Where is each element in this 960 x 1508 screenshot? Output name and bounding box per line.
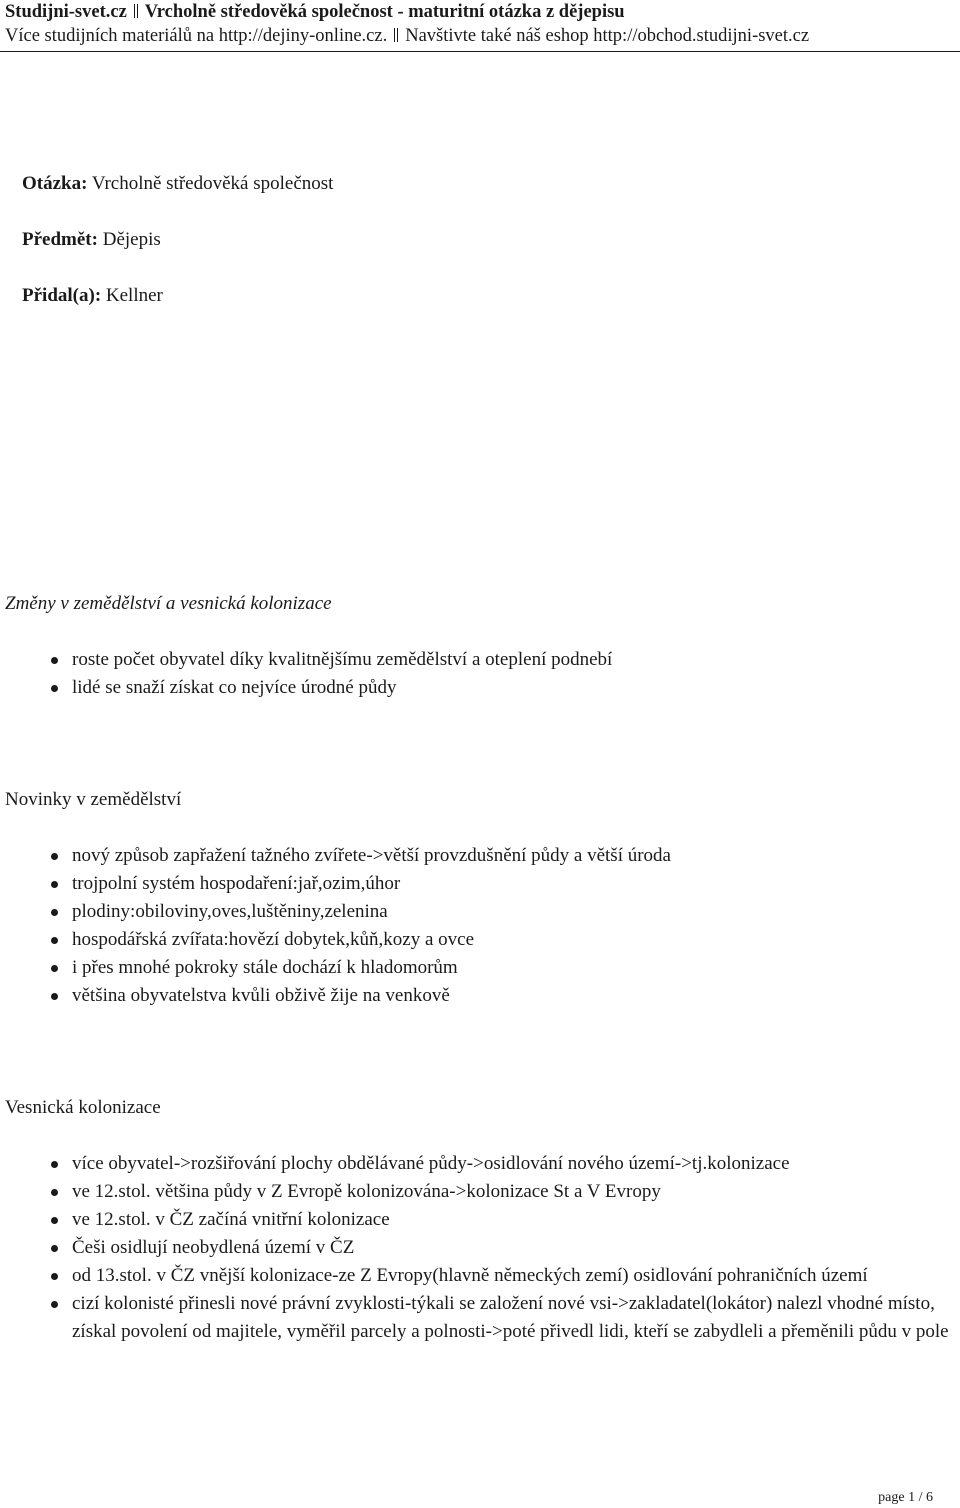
list-item-text: i přes mnohé pokroky stále dochází k hladomorům [72, 957, 458, 978]
subject-label: Předmět: [22, 229, 98, 250]
list-item [0, 982, 960, 1010]
bullet-icon [51, 881, 58, 888]
bullet-list [0, 842, 960, 1010]
bullet-icon [51, 1161, 58, 1168]
bullet-list [0, 1150, 960, 1346]
list-item-text: roste počet obyvatel díky kvalitnějšímu zemědělství a oteplení podnebí [72, 649, 613, 670]
list-item [0, 1290, 960, 1346]
question-label: Otázka: [22, 173, 88, 194]
list-item [0, 898, 960, 926]
bullet-icon [51, 853, 58, 860]
bullet-icon [51, 937, 58, 944]
header-site-name: Studijni-svet.cz [5, 2, 127, 22]
list-item-text: hospodářská zvířata:hovězí dobytek,kůň,kozy a ovce [72, 929, 475, 950]
list-item [0, 870, 960, 898]
bullet-list [0, 646, 960, 702]
author-line [22, 284, 163, 308]
bullet-icon [51, 909, 58, 916]
list-item-text: lidé se snaží získat co nejvíce úrodné půdy [72, 677, 397, 698]
header-links-line [5, 25, 809, 47]
list-item [0, 1206, 960, 1234]
bullet-icon [51, 965, 58, 972]
header-title-line [5, 1, 625, 23]
list-item-text: nový způsob zapřažení tažného zvířete->větší provzdušnění půdy a větší úroda [72, 845, 671, 866]
page-header [0, 0, 960, 51]
list-item-text: cizí kolonisté přinesli nové právní zvyklosti-týkali se založení nové vsi->zakladatel(lokátor) nalezl vhodné místo, získal povolení od majitele, vyměřil parcely a polnosti->poté přivedl lidi, kteří se zabydleli a přeměnili půdu v pole [72, 1293, 949, 1342]
list-item [0, 1234, 960, 1262]
bullet-icon [51, 1273, 58, 1280]
list-item [0, 1150, 960, 1178]
bullet-icon [51, 1217, 58, 1224]
bullet-icon [51, 685, 58, 692]
list-item [0, 926, 960, 954]
list-item [0, 674, 960, 702]
list-item [0, 954, 960, 982]
list-item [0, 1262, 960, 1290]
author-label: Přidal(a): [22, 285, 102, 306]
list-item-text: více obyvatel->rozšiřování plochy obdělávané půdy->osidlování nového území->tj.kolonizace [72, 1153, 790, 1174]
list-item [0, 646, 960, 674]
question-value: Vrcholně středověká společnost [91, 173, 334, 194]
header-separator [134, 4, 138, 18]
bullet-icon [51, 1301, 58, 1308]
question-line [22, 172, 333, 196]
list-item [0, 842, 960, 870]
header-document-title: Vrcholně středověká společnost - maturitní otázka z dějepisu [144, 2, 625, 22]
list-item [0, 1178, 960, 1206]
header-more-materials-text: Více studijních materiálů na http://dejiny-online.cz. [5, 26, 388, 46]
bullet-icon [51, 993, 58, 1000]
section-heading: Změny v zemědělství a vesnická kolonizace [5, 593, 332, 614]
list-item-text: ve 12.stol. v ČZ začíná vnitřní kolonizace [72, 1209, 390, 1230]
author-value: Kellner [105, 285, 163, 306]
bullet-icon [51, 1245, 58, 1252]
bullet-icon [51, 657, 58, 664]
section-heading: Novinky v zemědělství [5, 789, 182, 810]
list-item-text: od 13.stol. v ČZ vnější kolonizace-ze Z Evropy(hlavně německých zemí) osidlování pohraničních území [72, 1265, 868, 1286]
list-item-text: Češi osidlují neobydlená území v ČZ [72, 1237, 355, 1258]
header-eshop-text: Navštivte také náš eshop http://obchod.studijni-svet.cz [405, 26, 810, 46]
header-separator [394, 28, 398, 42]
list-item-text: trojpolní systém hospodaření:jař,ozim,úhor [72, 873, 401, 894]
bullet-icon [51, 1189, 58, 1196]
subject-line [22, 228, 161, 252]
list-item-text: ve 12.stol. většina půdy v Z Evropě kolonizována->kolonizace St a V Evropy [72, 1181, 661, 1202]
list-item-text: většina obyvatelstva kvůli obživě žije na venkově [72, 985, 450, 1006]
subject-value: Dějepis [102, 229, 161, 250]
list-item-text: plodiny:obiloviny,oves,luštěniny,zelenina [72, 901, 388, 922]
header-rule [0, 51, 960, 52]
section-heading: Vesnická kolonizace [5, 1097, 161, 1118]
page-number: page 1 / 6 [878, 1490, 933, 1505]
